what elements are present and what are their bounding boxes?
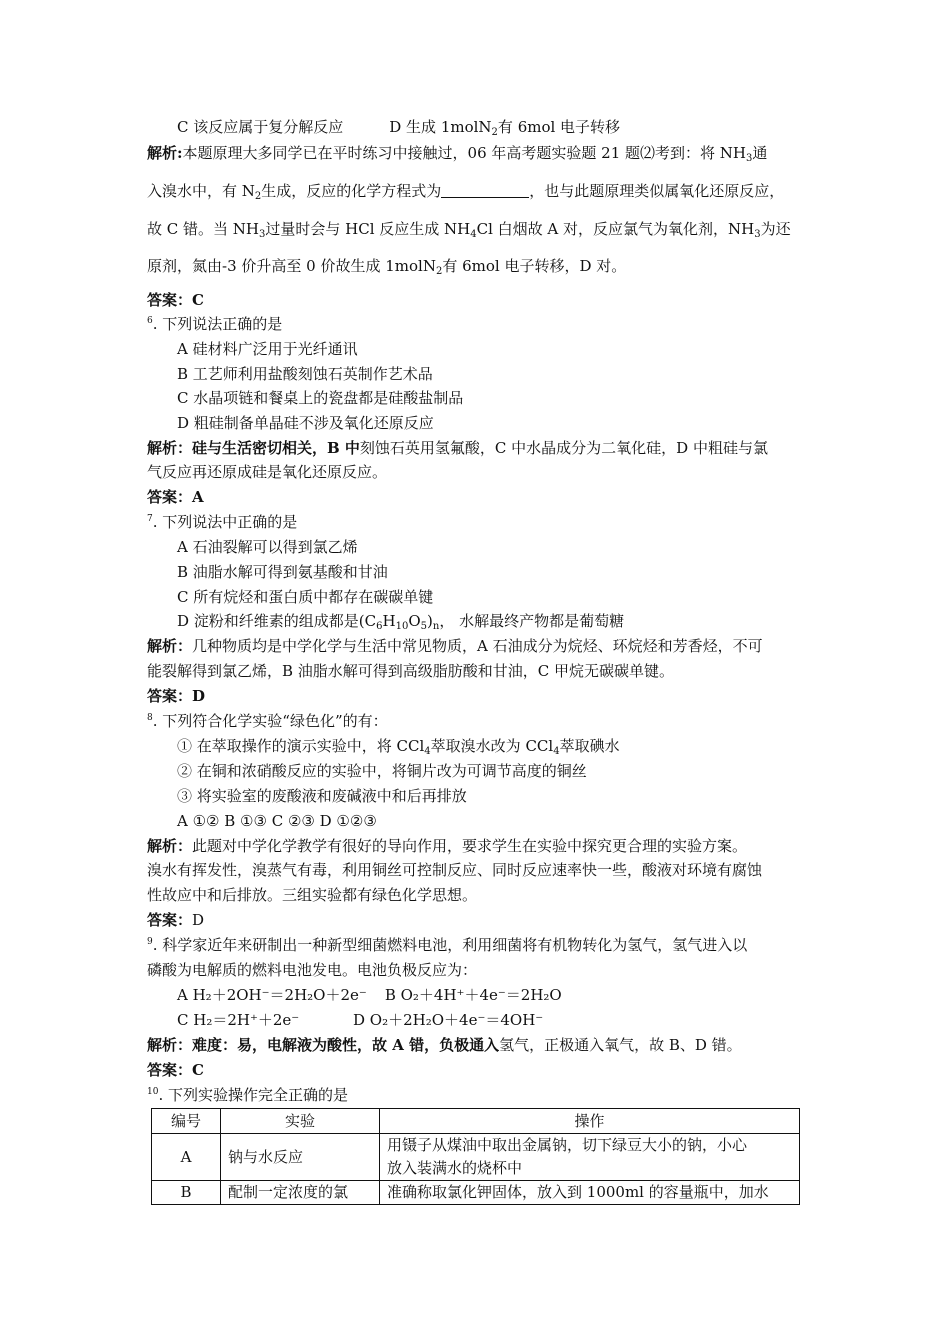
q7-stem: $^7$. 下列说法中正确的是 xyxy=(147,513,298,531)
q9-options-cd xyxy=(177,1010,543,1030)
q5-option-c: C 该反应属于复分解反应 xyxy=(177,118,344,136)
header-id: 编号 xyxy=(152,1109,221,1134)
row-operation: 用镊子从煤油中取出金属钠，切下绿豆大小的钠，小心 放入装满水的烧杯中 xyxy=(380,1134,800,1181)
q7-option-b: B 油脂水解可得到氨基酸和甘油 xyxy=(177,563,388,581)
q9-option-b: B O₂＋4H⁺＋4e⁻＝2H₂O xyxy=(384,986,562,1004)
q5-analysis-line-1: 解析:本题原理大多同学已在平时练习中接触过，06 年高考题实验题 21 题⑵考到：将 $NH_3$通 xyxy=(147,144,768,164)
q7-analysis-line-1: 解析：几种物质均是中学化学与生活中常见物质，A 石油成分为烷烃、环烷烃和芳香烃，不可 xyxy=(147,637,763,655)
q9-options-ab xyxy=(177,985,562,1005)
experiment-table xyxy=(151,1108,800,1205)
q8-analysis-line-1: 解析：此题对中学化学教学有很好的导向作用，要求学生在实验中探究更合理的实验方案。 xyxy=(147,837,748,855)
answer-blank xyxy=(441,183,529,198)
q7-option-d: D 淀粉和纤维素的组成都是$(C_6H_{10}O_5)_n$， 水解最终产物都是葡萄糖 xyxy=(177,612,625,632)
table-row xyxy=(152,1134,800,1181)
q9-option-c: C H₂＝2H⁺＋2e⁻ xyxy=(177,1011,300,1029)
table-header-row xyxy=(152,1109,800,1134)
q10-stem: $^{10}$. 下列实验操作完全正确的是 xyxy=(147,1086,348,1104)
q8-item-1: ① 在萃取操作的演示实验中，将 CCl$_4$萃取溴水改为 CCl$_4$萃取碘水 xyxy=(177,737,620,757)
q8-analysis-line-3: 性故应中和后排放。三组实验都有绿色化学思想。 xyxy=(147,886,478,904)
q7-answer: 答案：D xyxy=(147,687,206,705)
q6-option-d: D 粗硅制备单晶硅不涉及氧化还原反应 xyxy=(177,414,434,432)
q8-stem: $^8$. 下列符合化学实验“绿色化”的有： xyxy=(147,712,388,730)
q9-option-d: D O₂＋2H₂O＋4e⁻＝4OH⁻ xyxy=(353,1011,544,1029)
q7-analysis-line-2: 能裂解得到氯乙烯，B 油脂水解可得到高级脂肪酸和甘油，C 甲烷无碳碳单键。 xyxy=(147,662,675,680)
q6-option-b: B 工艺师利用盐酸刻蚀石英制作艺术品 xyxy=(177,365,433,383)
q7-option-c: C 所有烷烃和蛋白质中都存在碳碳单键 xyxy=(177,588,434,606)
q5-options-cd xyxy=(177,117,620,137)
q9-option-a: A H₂＋2OH⁻＝2H₂O＋2e⁻ xyxy=(177,986,367,1004)
q9-stem-line-1: $^9$. 科学家近年来研制出一种新型细菌燃料电池，利用细菌将有机物转化为氢气，氢气进入以 xyxy=(147,936,748,954)
q5-analysis-line-3: 故 C 错。当 $NH_3$过量时会与 HCl 反应生成 $NH_4Cl$ 白烟故 A 对，反应氯气为氧化剂，$NH_3$为还 xyxy=(147,220,791,240)
header-operation: 操作 xyxy=(380,1109,800,1134)
q6-stem: $^6$. 下列说法正确的是 xyxy=(147,315,283,333)
header-experiment: 实验 xyxy=(221,1109,380,1134)
q6-option-a: A 硅材料广泛用于光纤通讯 xyxy=(177,340,358,358)
q6-analysis-line-1: 解析：硅与生活密切相关，B 中刻蚀石英用氢氟酸，C 中水晶成分为二氧化硅，D 中粗硅与氯 xyxy=(147,439,768,457)
q9-analysis: 解析：难度：易，电解液为酸性，故 A 错，负极通入氢气，正极通入氧气，故 B、D 错。 xyxy=(147,1036,742,1054)
row-experiment: 钠与水反应 xyxy=(221,1134,380,1181)
row-experiment: 配制一定浓度的氯 xyxy=(221,1181,380,1205)
q5-analysis-line-2: 入溴水中，有 $N_2$生成，反应的化学方程式为 ，也与此题原理类似属氧化还原反应， xyxy=(147,182,785,202)
q9-answer: 答案：C xyxy=(147,1061,204,1079)
q9-stem-line-2: 磷酸为电解质的燃料电池发电。电池负极反应为： xyxy=(147,961,478,979)
q5-option-d: D 生成 1molN$_2$有 6mol 电子转移 xyxy=(389,118,621,138)
q5-analysis-line-4: 原剂，氮由-3 价升高至 0 价故生成 1molN$_2$有 6mol 电子转移，D 对。 xyxy=(147,257,627,277)
q8-item-2: ② 在铜和浓硝酸反应的实验中，将铜片改为可调节高度的铜丝 xyxy=(177,762,587,780)
q6-analysis-line-2: 气反应再还原成硅是氧化还原反应。 xyxy=(147,463,388,481)
q6-option-c: C 水晶项链和餐桌上的瓷盘都是硅酸盐制品 xyxy=(177,389,464,407)
row-id: A xyxy=(152,1134,221,1181)
table-row xyxy=(152,1181,800,1205)
row-operation: 准确称取氯化钾固体，放入到 1000ml 的容量瓶中，加水 xyxy=(380,1181,800,1205)
q8-item-3: ③ 将实验室的废酸液和废碱液中和后再排放 xyxy=(177,787,467,805)
q5-answer: 答案：C xyxy=(147,291,204,309)
q8-answer: 答案：D xyxy=(147,911,205,929)
analysis-label: 解析: xyxy=(147,144,183,162)
row-id: B xyxy=(152,1181,221,1205)
q7-option-a: A 石油裂解可以得到氯乙烯 xyxy=(177,538,358,556)
q8-analysis-line-2: 溴水有挥发性，溴蒸气有毒，利用铜丝可控制反应、同时反应速率快一些，酸液对环境有腐蚀 xyxy=(147,861,763,879)
q6-answer: 答案：A xyxy=(147,488,204,506)
q8-choices: A ①② B ①③ C ②③ D ①②③ xyxy=(177,812,377,830)
